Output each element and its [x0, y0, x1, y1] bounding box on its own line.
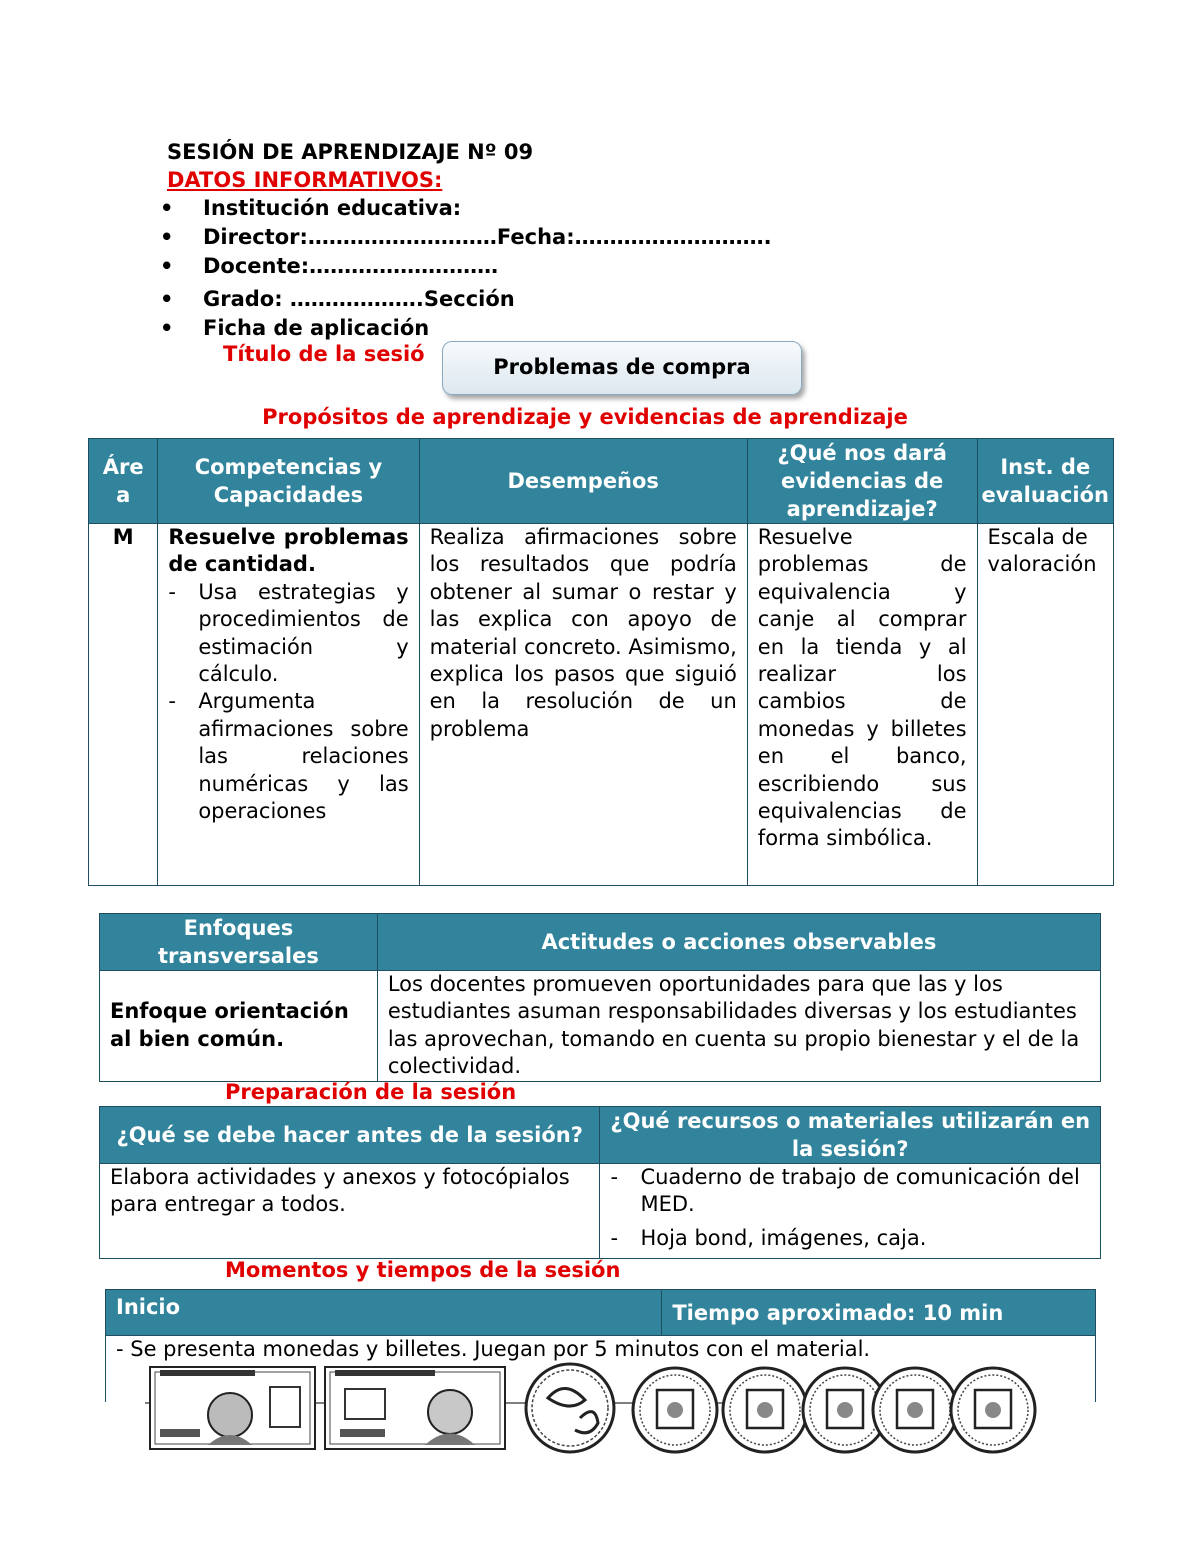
col-area: Áre a — [89, 439, 158, 524]
session-title-box: Problemas de compra — [442, 341, 802, 395]
list-item: - Argumenta afirmaciones sobre las relaciones numéricas y las operaciones — [168, 688, 408, 825]
info-director: • Director:………………………Fecha:………………………. — [160, 224, 772, 253]
session-title-label: Título de la sesió — [223, 342, 425, 366]
purposes-table — [88, 438, 1114, 886]
coin-5-soles — [526, 1364, 614, 1452]
money-illustration — [145, 1360, 1045, 1470]
col-antes: ¿Qué se debe hacer antes de la sesión? — [100, 1107, 600, 1164]
info-list — [160, 195, 772, 344]
col-desempenos: Desempeños — [419, 439, 747, 524]
competence-cell — [158, 524, 419, 886]
col-evidencias: ¿Qué nos dará evidencias de aprendizaje? — [747, 439, 977, 524]
banknote-20 — [325, 1367, 505, 1449]
info-institucion: • Institución educativa: — [160, 195, 772, 224]
approaches-table — [99, 913, 1101, 1082]
col-recursos: ¿Qué recursos o materiales utilizarán en la sesión? — [600, 1107, 1101, 1164]
col-enfoques: Enfoques transversales — [100, 914, 378, 971]
list-item: - Hoja bond, imágenes, caja. — [610, 1225, 1090, 1252]
instrument-cell — [977, 524, 1113, 886]
approach-cell: Enfoque orientación al bien común. — [100, 971, 378, 1082]
preparation-heading: Preparación de la sesión — [225, 1080, 517, 1104]
list-item: - Usa estrategias y procedimientos de estimación y cálculo. — [168, 579, 408, 689]
info-grado: • Grado: ……………….Sección — [160, 286, 772, 315]
col-competencias: Competencias y Capacidades — [158, 439, 419, 524]
moments-heading: Momentos y tiempos de la sesión — [225, 1258, 621, 1282]
coin-1-sol — [951, 1368, 1035, 1452]
before-cell: Elabora actividades y anexos y fotocópialos para entregar a todos. — [100, 1164, 600, 1259]
info-ficha: • Ficha de aplicación — [160, 315, 772, 344]
col-actitudes: Actitudes o acciones observables — [377, 914, 1100, 971]
coin-1-sol — [633, 1368, 717, 1452]
materials-list — [610, 1164, 1090, 1252]
preparation-table — [99, 1106, 1101, 1259]
datos-heading: DATOS INFORMATIVOS: — [167, 168, 443, 192]
time-label: Tiempo aproximado: 10 min — [662, 1290, 1096, 1336]
instrument-text: Escala de valoración — [987, 525, 1097, 577]
area-cell: M — [89, 524, 158, 886]
capacities-list — [168, 579, 408, 826]
performance-cell: Realiza afirmaciones sobre los resultados que podría obtener al sumar o restar y las explica con apoyo de material concreto. Asimismo, explica los pasos que siguió en la resolución de un problema — [419, 524, 747, 886]
col-instrumento: Inst. de evaluación — [977, 439, 1113, 524]
coin-1-sol — [723, 1368, 807, 1452]
materials-cell — [600, 1164, 1101, 1259]
list-item: - Cuaderno de trabajo de comunicación del MED. — [610, 1164, 1090, 1219]
phase-label: Inicio — [106, 1290, 662, 1336]
actions-cell: Los docentes promueven oportunidades para que las y los estudiantes asuman responsabilidades diversas y los estudiantes las aprovechan, tomando en cuenta su propio bienestar y el de la colectividad. — [377, 971, 1100, 1082]
coin-1-sol — [873, 1368, 957, 1452]
page-title: SESIÓN DE APRENDIZAJE Nº 09 — [167, 140, 534, 164]
competence-title: Resuelve problemas de cantidad. — [168, 525, 409, 577]
info-docente: • Docente:……………………… — [160, 253, 772, 286]
evidence-cell: Resuelve problemas de equivalencia y canje al comprar en la tienda y al realizar los cambios de monedas y billetes en el banco, escribiendo sus equivalencias de forma simbólica. — [747, 524, 977, 886]
banknote-10 — [150, 1367, 315, 1449]
purposes-heading: Propósitos de aprendizaje y evidencias de aprendizaje — [262, 405, 908, 429]
description-cell: - Se presenta monedas y billetes. Juegan por 5 minutos con el material. — [106, 1336, 1096, 1402]
